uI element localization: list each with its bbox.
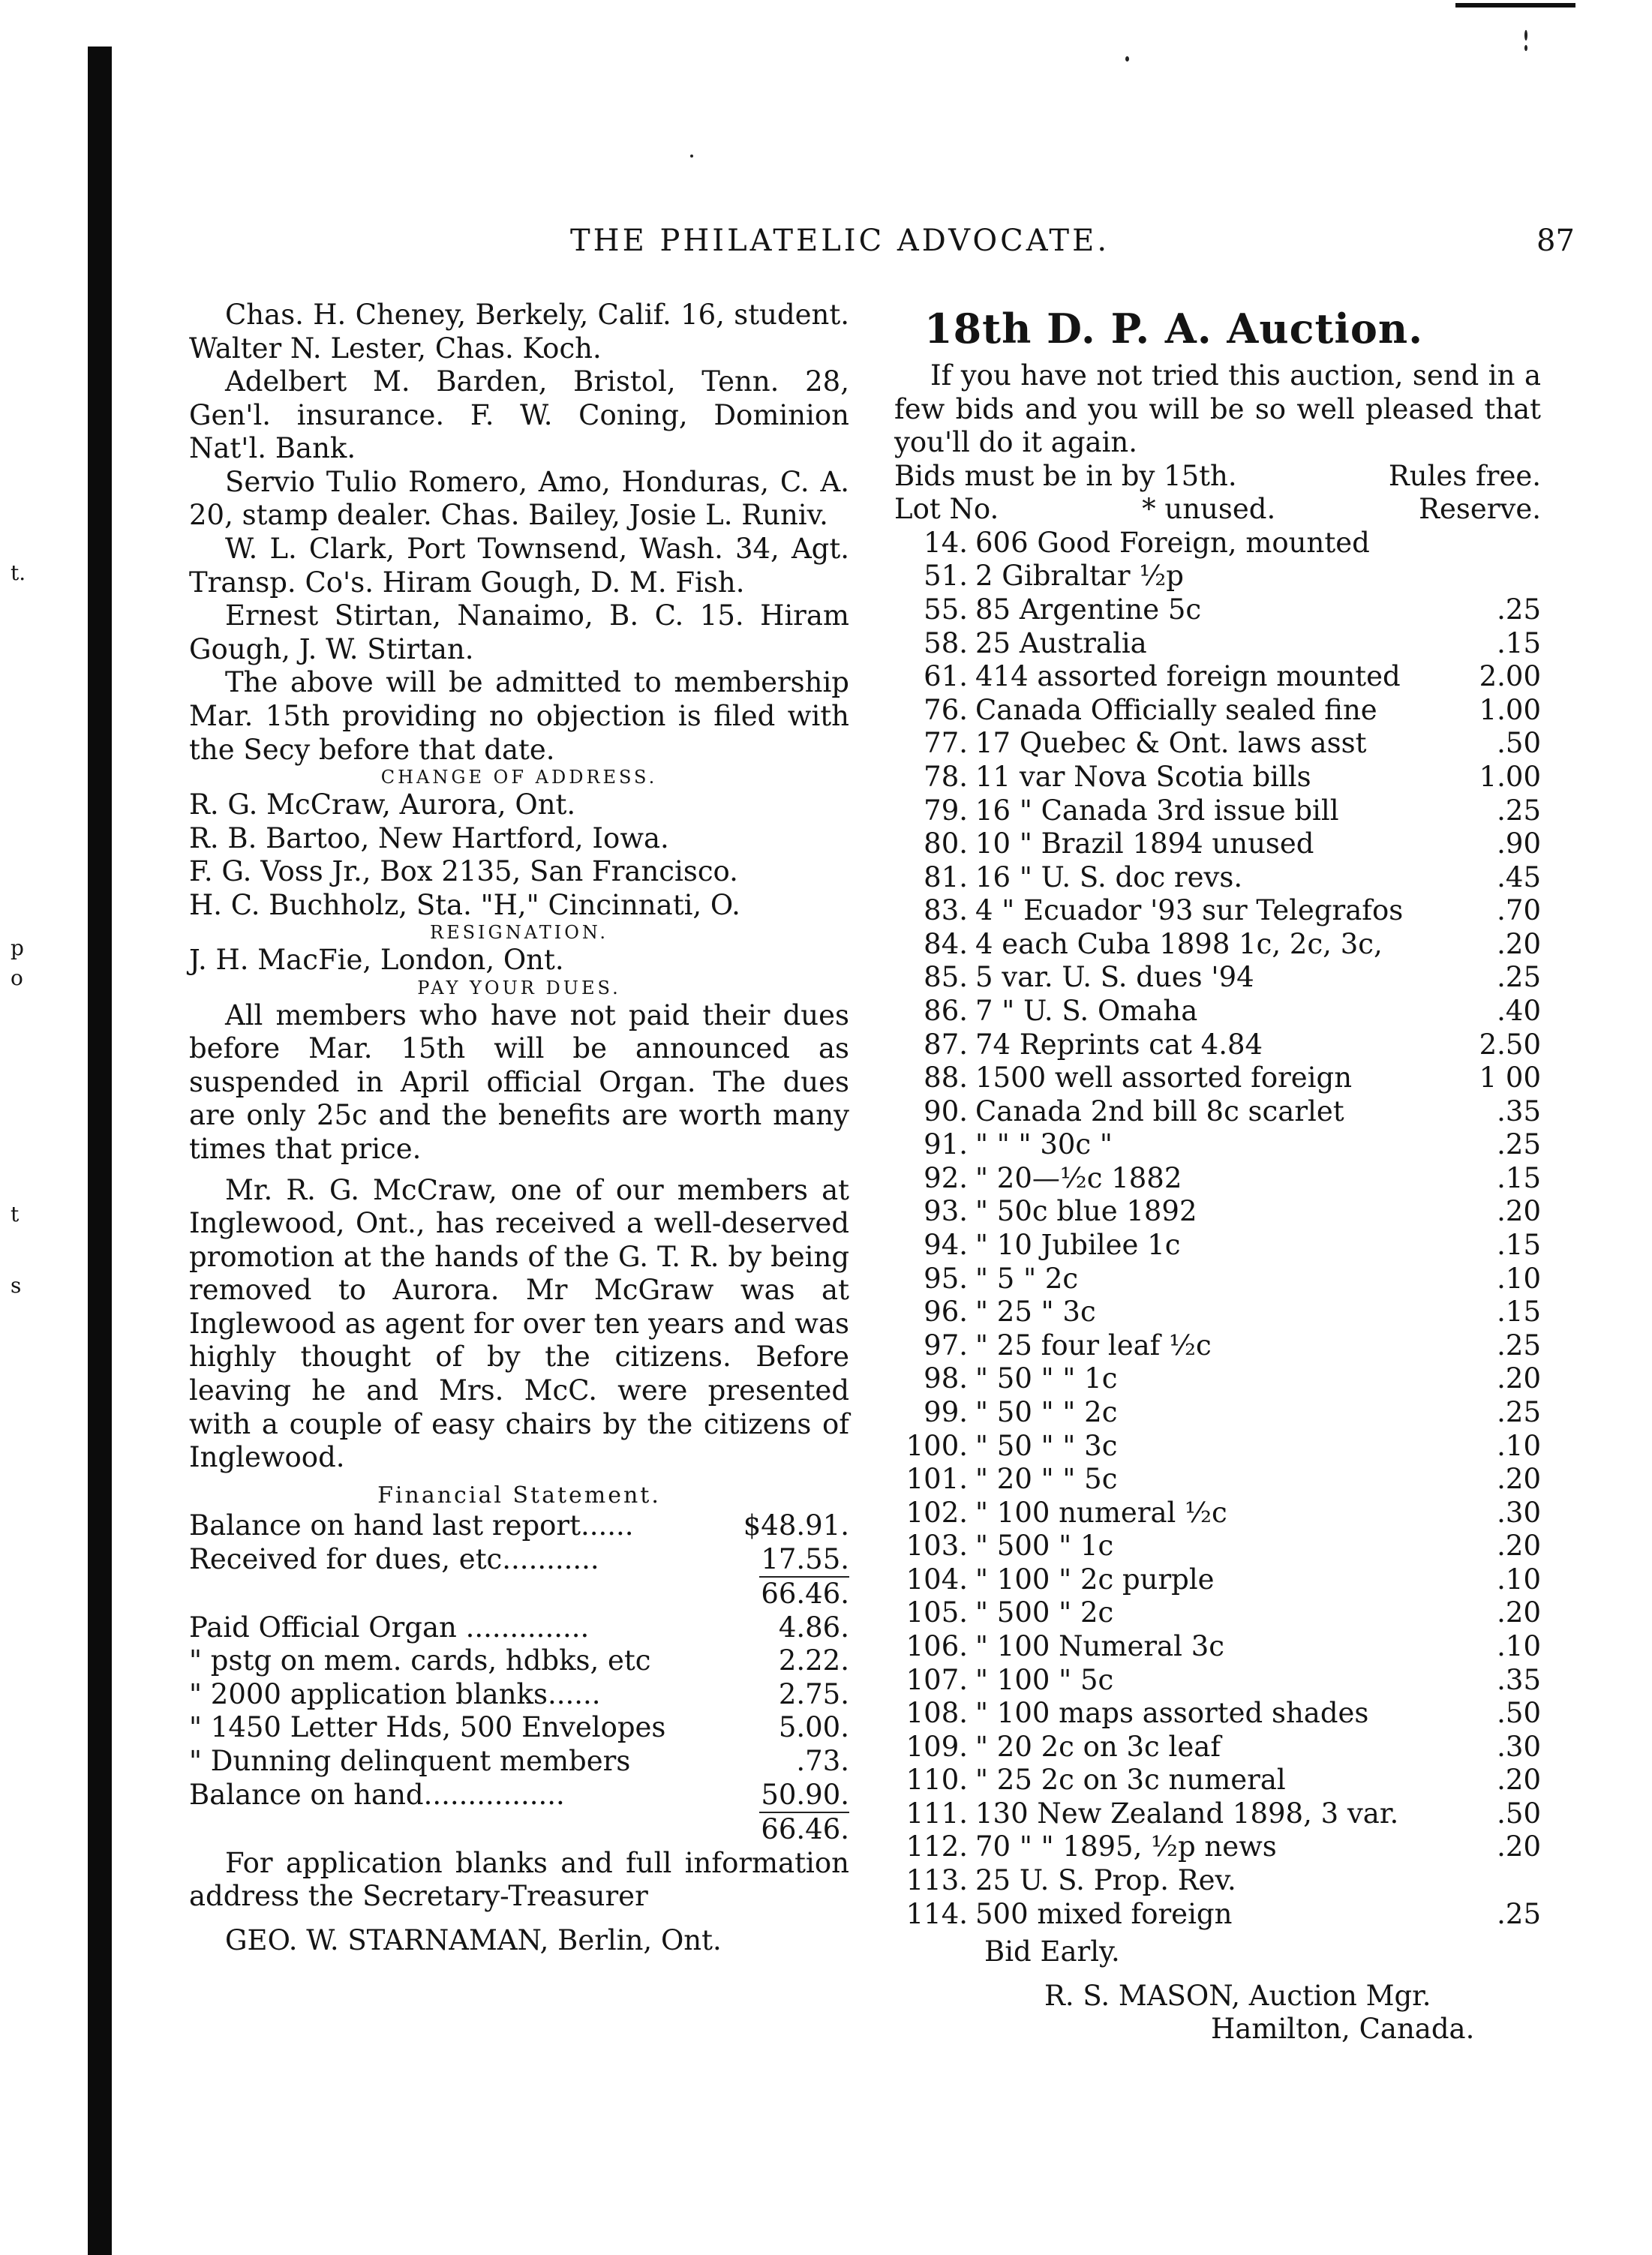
financial-total: 66.46. (759, 1812, 849, 1847)
lot-number: 84. (924, 927, 968, 960)
lot-reserve: .35 (1497, 1663, 1541, 1696)
lot-reserve: .25 (1497, 794, 1541, 827)
lot-description: 606 Good Foreign, mounted (975, 526, 1370, 559)
lot-no-header: Lot No. (894, 493, 999, 526)
lot-row (894, 1028, 1541, 1062)
applicant-paragraph: Chas. H. Cheney, Berkely, Calif. 16, student. Walter N. Lester, Chas. Koch. (189, 299, 849, 365)
lot-reserve: .20 (1497, 1830, 1541, 1863)
lot-number: 113. (906, 1864, 968, 1897)
reserve-header: Reserve. (1419, 493, 1541, 526)
lot-row (894, 928, 1541, 962)
lot-reserve: .50 (1497, 727, 1541, 760)
mccraw-paragraph: Mr. R. G. McCraw, one of our members at Inglewood, Ont., has received a well-deserved promotion at the hands of the G. T. R. by being removed to Aurora. Mr McGraw was at Inglewood as agent for over ten years and was highly thought of by the citizens. Before leaving he and Mrs. McC. were presented with a couple of easy chairs by the citizens of Inglewood. (189, 1173, 849, 1474)
lot-description: 5 var. U. S. dues '94 (975, 961, 1254, 994)
lot-reserve: 2.50 (1479, 1028, 1541, 1061)
lot-row (894, 961, 1541, 995)
lot-description: " 50 " " 3c (975, 1429, 1118, 1462)
lot-description: " 50 " " 1c (975, 1362, 1118, 1395)
financial-row (189, 1644, 849, 1678)
lot-row (894, 1630, 1541, 1664)
lot-number: 55. (924, 593, 968, 626)
auction-intro: If you have not tried this auction, send in a few bids and you will be so well pleased that you'll do it again. (894, 359, 1541, 459)
lot-description: " 25 " 3c (975, 1296, 1096, 1329)
lot-number: 51. (924, 560, 968, 593)
lot-reserve: .15 (1497, 1161, 1541, 1194)
lot-row (894, 1396, 1541, 1430)
lot-number: 87. (924, 1028, 968, 1061)
financial-amount: 5.00. (778, 1711, 849, 1744)
lot-row (894, 560, 1541, 593)
lot-number: 106. (906, 1629, 968, 1662)
closing-paragraph: For application blanks and full information address the Secretary-Treasurer (189, 1846, 849, 1913)
lot-description: 17 Quebec & Ont. laws asst (975, 727, 1367, 760)
lot-reserve: .15 (1497, 1229, 1541, 1262)
lot-number: 109. (906, 1730, 968, 1763)
lot-row (894, 1530, 1541, 1563)
lot-reserve: 2.00 (1479, 660, 1541, 693)
lot-number: 78. (924, 760, 968, 793)
lot-number: 92. (924, 1161, 968, 1194)
binding-edge (88, 47, 112, 2255)
lot-reserve: .20 (1497, 1764, 1541, 1797)
lot-number: 76. (924, 693, 968, 726)
lot-number: 85. (924, 961, 968, 994)
lot-reserve: .50 (1497, 1697, 1541, 1730)
lot-number: 90. (924, 1094, 968, 1128)
lot-row (894, 1430, 1541, 1464)
speck (1524, 30, 1527, 41)
lot-description: 25 U. S. Prop. Rev. (975, 1864, 1236, 1897)
lot-row (894, 1697, 1541, 1731)
lot-row (894, 1296, 1541, 1329)
auction-title: 18th D. P. A. Auction. (924, 305, 1423, 353)
lot-row (894, 1263, 1541, 1296)
lot-description: " 10 Jubilee 1c (975, 1229, 1181, 1262)
financial-amount: .73. (796, 1744, 849, 1777)
admission-notice: The above will be admitted to membership Mar. 15th providing no objection is filed with the Secy before that date. (189, 666, 849, 766)
address-change-item: R. B. Bartoo, New Hartford, Iowa. (189, 821, 669, 854)
financial-total-row (189, 1812, 849, 1847)
lot-description: " 500 " 2c (975, 1596, 1114, 1629)
page-number: 87 (1536, 224, 1575, 258)
financial-row (189, 1509, 849, 1543)
lot-row (894, 1463, 1541, 1497)
change-of-address-heading: CHANGE OF ADDRESS. (380, 767, 658, 788)
applicant-paragraph: Servio Tulio Romero, Amo, Honduras, C. A. 20, stamp dealer. Chas. Bailey, Josie L. Runiv. (189, 465, 849, 532)
financial-label: " 1450 Letter Hds, 500 Envelopes (189, 1711, 666, 1744)
bids-deadline: Bids must be in by 15th. (894, 459, 1237, 492)
lot-row (894, 593, 1541, 627)
lot-description: 7 " U. S. Omaha (975, 994, 1198, 1027)
lot-number: 61. (924, 660, 968, 693)
financial-amount: 2.75. (778, 1677, 849, 1710)
lot-description: 4 each Cuba 1898 1c, 2c, 3c, (975, 927, 1383, 960)
bid-early: Bid Early. (984, 1935, 1120, 1968)
lot-number: 102. (906, 1496, 968, 1529)
lot-description: " 100 numeral ½c (975, 1496, 1227, 1529)
applicant-paragraph: W. L. Clark, Port Townsend, Wash. 34, Agt. Transp. Co's. Hiram Gough, D. M. Fish. (189, 533, 849, 599)
lot-reserve: .20 (1497, 927, 1541, 960)
lot-row (894, 660, 1541, 694)
lot-reserve: .25 (1497, 1395, 1541, 1428)
signature: GEO. W. STARNAMAN, Berlin, Ont. (225, 1923, 722, 1956)
speck (1125, 56, 1129, 62)
lot-reserve: .20 (1497, 1463, 1541, 1496)
lot-row (894, 1898, 1541, 1932)
top-rule (1455, 3, 1575, 8)
right-column (894, 299, 1541, 2046)
lot-reserve: .25 (1497, 1128, 1541, 1161)
financial-label: " pstg on mem. cards, hdbks, etc (189, 1644, 651, 1677)
lot-reserve: .30 (1497, 1496, 1541, 1529)
lot-description: 2 Gibraltar ½p (975, 560, 1184, 593)
lot-description: 16 " Canada 3rd issue bill (975, 794, 1339, 827)
page-header-title: THE PHILATELIC ADVOCATE. (570, 224, 1110, 258)
pay-dues-heading: PAY YOUR DUES. (417, 977, 621, 998)
lot-row (894, 694, 1541, 728)
financial-label: Balance on hand................ (189, 1778, 565, 1811)
lot-number: 80. (924, 827, 968, 860)
lot-description: " 50c blue 1892 (975, 1195, 1197, 1228)
lot-description: " 100 maps assorted shades (975, 1697, 1369, 1730)
lot-reserve: .20 (1497, 1362, 1541, 1395)
left-column (189, 299, 849, 1957)
lot-number: 79. (924, 794, 968, 827)
lot-reserve: .25 (1497, 1897, 1541, 1930)
lot-reserve: 1 00 (1479, 1061, 1541, 1094)
lot-reserve: .20 (1497, 1596, 1541, 1629)
lot-description: 74 Reprints cat 4.84 (975, 1028, 1263, 1061)
lot-row (894, 761, 1541, 794)
lot-row (894, 1229, 1541, 1263)
auction-manager: R. S. MASON, Auction Mgr. (1044, 1979, 1431, 2012)
lot-number: 100. (906, 1429, 968, 1462)
margin-fragment: o (11, 965, 23, 990)
financial-row (189, 1543, 849, 1577)
lot-description: 4 " Ecuador '93 sur Telegrafos (975, 894, 1404, 927)
financial-row (189, 1678, 849, 1712)
lot-row (894, 1830, 1541, 1864)
financial-subtotal-row (189, 1576, 849, 1611)
lot-number: 83. (924, 894, 968, 927)
lot-row (894, 1797, 1541, 1831)
lot-description: 11 var Nova Scotia bills (975, 760, 1311, 793)
address-change-item: H. C. Buchholz, Sta. "H," Cincinnati, O. (189, 888, 740, 921)
lot-description: " 20—½c 1882 (975, 1161, 1182, 1194)
rules-free: Rules free. (1388, 459, 1541, 492)
lot-reserve: .45 (1497, 860, 1541, 893)
lot-description: 10 " Brazil 1894 unused (975, 827, 1314, 860)
auction-location: Hamilton, Canada. (1211, 2013, 1475, 2046)
lot-reserve: .10 (1497, 1563, 1541, 1596)
address-change-item: R. G. McCraw, Aurora, Ont. (189, 788, 576, 821)
lot-row (894, 1596, 1541, 1630)
lot-number: 96. (924, 1296, 968, 1329)
lot-row (894, 1664, 1541, 1698)
lot-description: 500 mixed foreign (975, 1897, 1233, 1930)
lot-reserve: .40 (1497, 994, 1541, 1027)
lot-description: " 100 Numeral 3c (975, 1629, 1224, 1662)
lot-row (894, 1329, 1541, 1363)
lot-row (894, 1061, 1541, 1095)
financial-amount: 17.55. (761, 1542, 849, 1575)
financial-row (189, 1711, 849, 1745)
lot-table-header (894, 493, 1541, 527)
financial-label: Received for dues, etc........... (189, 1542, 599, 1575)
lot-description: 16 " U. S. doc revs. (975, 860, 1243, 893)
unused-note: * unused. (1142, 493, 1276, 526)
lot-row (894, 894, 1541, 928)
lot-row (894, 527, 1541, 560)
financial-row (189, 1779, 849, 1812)
lot-row (894, 1162, 1541, 1196)
lot-number: 104. (906, 1563, 968, 1596)
lot-number: 99. (924, 1395, 968, 1428)
lot-row (894, 727, 1541, 761)
lot-number: 111. (906, 1797, 968, 1830)
lot-row (894, 1195, 1541, 1229)
lot-description: Canada Officially sealed fine (975, 693, 1377, 726)
lot-number: 105. (906, 1596, 968, 1629)
lot-reserve: .10 (1497, 1429, 1541, 1462)
lot-description: " 500 " 1c (975, 1530, 1114, 1563)
lot-number: 114. (906, 1897, 968, 1930)
lot-reserve: .15 (1497, 626, 1541, 659)
lot-description: 70 " " 1895, ½p news (975, 1830, 1277, 1863)
lot-row (894, 1563, 1541, 1597)
lot-reserve: .70 (1497, 894, 1541, 927)
lot-description: " 20 " " 5c (975, 1463, 1118, 1496)
financial-row (189, 1611, 849, 1645)
lot-number: 94. (924, 1229, 968, 1262)
lot-number: 103. (906, 1530, 968, 1563)
lot-description: 1500 well assorted foreign (975, 1061, 1353, 1094)
lot-row (894, 794, 1541, 828)
lot-reserve: .15 (1497, 1296, 1541, 1329)
lot-number: 108. (906, 1697, 968, 1730)
lot-number: 58. (924, 626, 968, 659)
lot-description: " " " 30c " (975, 1128, 1113, 1161)
lot-reserve: .25 (1497, 593, 1541, 626)
lot-description: 25 Australia (975, 626, 1147, 659)
lot-row (894, 1864, 1541, 1898)
lot-description: " 20 2c on 3c leaf (975, 1730, 1221, 1763)
margin-fragment: t (11, 1202, 20, 1227)
lot-row (894, 1497, 1541, 1530)
lot-reserve: .10 (1497, 1629, 1541, 1662)
lot-number: 97. (924, 1329, 968, 1362)
lot-reserve: .10 (1497, 1262, 1541, 1295)
financial-amount: 2.22. (778, 1644, 849, 1677)
lot-number: 107. (906, 1663, 968, 1696)
lot-reserve: 1.00 (1479, 760, 1541, 793)
applicant-paragraph: Ernest Stirtan, Nanaimo, B. C. 15. Hiram Gough, J. W. Stirtan. (189, 599, 849, 665)
lot-description: " 25 2c on 3c numeral (975, 1764, 1286, 1797)
lot-number: 81. (924, 860, 968, 893)
lot-reserve: .35 (1497, 1094, 1541, 1128)
bids-rules-line (894, 460, 1541, 494)
lot-row (894, 627, 1541, 661)
lot-description: 414 assorted foreign mounted (975, 660, 1401, 693)
lot-number: 88. (924, 1061, 968, 1094)
lot-number: 95. (924, 1262, 968, 1295)
lot-description: 85 Argentine 5c (975, 593, 1202, 626)
lot-row (894, 1362, 1541, 1396)
lot-row (894, 1128, 1541, 1162)
lot-row (894, 1731, 1541, 1764)
financial-label: Balance on hand last report...... (189, 1509, 634, 1542)
lot-number: 112. (906, 1830, 968, 1863)
lot-reserve: 1.00 (1479, 693, 1541, 726)
financial-statement-heading: Financial Statement. (377, 1482, 661, 1509)
lot-description: " 100 " 5c (975, 1663, 1114, 1696)
margin-fragment: p (11, 935, 24, 960)
lot-description: " 5 " 2c (975, 1262, 1079, 1295)
financial-label: Paid Official Organ .............. (189, 1611, 590, 1644)
financial-subtotal: 66.46. (759, 1576, 849, 1611)
lot-reserve: .20 (1497, 1530, 1541, 1563)
lot-description: " 25 four leaf ½c (975, 1329, 1212, 1362)
dues-paragraph: All members who have not paid their dues before Mar. 15th will be announced as suspended in April official Organ. The dues are only 25c and the benefits are worth many times that price. (189, 998, 849, 1166)
lot-reserve: .50 (1497, 1797, 1541, 1830)
lot-number: 98. (924, 1362, 968, 1395)
lot-reserve: .25 (1497, 1329, 1541, 1362)
resignation-item: J. H. MacFie, London, Ont. (189, 944, 564, 977)
lot-number: 110. (906, 1764, 968, 1797)
financial-row (189, 1745, 849, 1779)
applicant-paragraph: Adelbert M. Barden, Bristol, Tenn. 28, Gen'l. insurance. F. W. Coning, Dominion Nat'l. Bank. (189, 365, 849, 465)
lot-row (894, 861, 1541, 895)
lot-reserve: .90 (1497, 827, 1541, 860)
lot-list (894, 527, 1541, 1931)
lot-reserve: .30 (1497, 1730, 1541, 1763)
financial-amount: 50.90. (761, 1778, 849, 1811)
financial-label: " 2000 application blanks...... (189, 1677, 601, 1710)
lot-reserve: .25 (1497, 961, 1541, 994)
margin-fragment: t. (11, 560, 26, 585)
lot-description: 130 New Zealand 1898, 3 var. (975, 1797, 1399, 1830)
lot-row (894, 1764, 1541, 1797)
financial-amount: 4.86. (778, 1611, 849, 1644)
lot-description: Canada 2nd bill 8c scarlet (975, 1094, 1344, 1128)
speck (690, 155, 693, 158)
financial-label: " Dunning delinquent members (189, 1744, 631, 1777)
financial-amount: $48.91. (743, 1509, 849, 1542)
lot-row (894, 995, 1541, 1028)
lot-number: 93. (924, 1195, 968, 1228)
lot-number: 14. (924, 526, 968, 559)
lot-row (894, 1095, 1541, 1129)
address-change-item: F. G. Voss Jr., Box 2135, San Francisco. (189, 855, 738, 888)
margin-fragment: s (11, 1273, 22, 1298)
lot-number: 101. (906, 1463, 968, 1496)
lot-row (894, 827, 1541, 861)
lot-number: 77. (924, 727, 968, 760)
lot-description: " 100 " 2c purple (975, 1563, 1215, 1596)
lot-reserve: .20 (1497, 1195, 1541, 1228)
lot-number: 91. (924, 1128, 968, 1161)
lot-number: 86. (924, 994, 968, 1027)
speck (1524, 45, 1527, 51)
lot-description: " 50 " " 2c (975, 1395, 1118, 1428)
resignation-heading: RESIGNATION. (430, 922, 608, 944)
